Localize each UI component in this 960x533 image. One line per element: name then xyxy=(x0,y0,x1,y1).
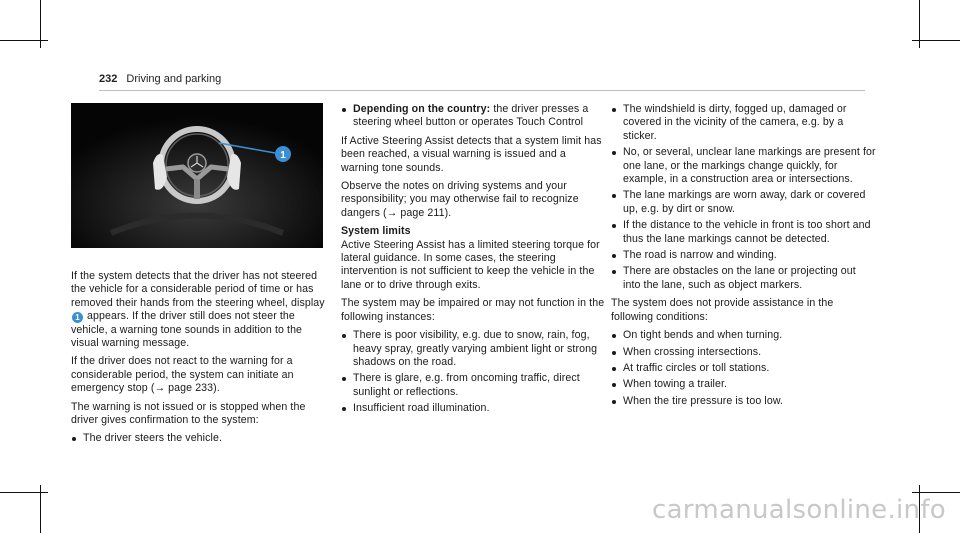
callout-number: 1 xyxy=(280,150,286,161)
bullet-list xyxy=(611,329,876,408)
list-item-text: If the distance to the vehicle in front is too short and thus the lane markings cannot be detected. xyxy=(623,219,871,245)
paragraph: Active Steering Assist has a limited steering torque for lateral guidance. In some cases, the steering intervention is not sufficient to keep the vehicle in the lane or to drive through exits. xyxy=(341,238,600,291)
list-item-text: The road is narrow and winding. xyxy=(623,249,777,262)
page-number: 232 xyxy=(99,73,118,85)
header-divider xyxy=(99,90,865,91)
text-column-3 xyxy=(611,103,876,413)
list-item xyxy=(611,265,876,292)
list-item-text: The windshield is dirty, fogged up, damaged or covered in the vicinity of the camera, e.g. by a sticker. xyxy=(623,103,847,142)
crop-mark xyxy=(0,40,48,41)
section-title: Driving and parking xyxy=(126,73,222,85)
list-item-text: The driver steers the vehicle. xyxy=(83,432,223,445)
bullet-icon xyxy=(612,151,616,155)
paragraph: The warning is not issued or is stopped when the driver gives confirmation to the system: xyxy=(71,400,306,427)
list-item xyxy=(341,372,606,399)
list-item xyxy=(611,189,876,216)
list-item xyxy=(611,395,876,408)
paragraph-text: If the system detects that the driver has not steered the vehicle for a considerable period of time or has removed their hands from the steering wheel, display xyxy=(71,270,325,309)
bullet-icon xyxy=(612,224,616,228)
list-item xyxy=(611,378,876,391)
bullet-list xyxy=(341,329,606,415)
paragraph: Observe the notes on driving systems and your responsibility; you may otherwise fail to recognize dangers (→ page 211). xyxy=(341,180,579,219)
steering-wheel-icon xyxy=(71,103,323,248)
bullet-icon xyxy=(612,351,616,355)
list-item-text: There is glare, e.g. from oncoming traffic, direct sunlight or reflections. xyxy=(353,372,580,398)
list-item-text: There are obstacles on the lane or projecting out into the lane, such as object markers. xyxy=(623,265,856,291)
list-item-text: the driver presses a steering wheel button or operates Touch Control xyxy=(353,103,589,129)
crop-mark xyxy=(912,40,960,41)
text-column-2 xyxy=(341,103,606,421)
paragraph: If the driver does not react to the warning for a considerable period, the system can initiate an emergency stop (→ page 233). xyxy=(71,355,294,395)
bullet-icon xyxy=(612,194,616,198)
bullet-icon xyxy=(612,270,616,274)
list-item xyxy=(611,362,876,375)
paragraph xyxy=(71,270,326,350)
list-item-text: On tight bends and when turning. xyxy=(623,329,783,342)
list-item-text: When crossing intersections. xyxy=(623,345,762,358)
list-item xyxy=(341,103,606,130)
list-item xyxy=(611,329,876,342)
text-column-1 xyxy=(71,270,326,451)
paragraph: The system does not provide assistance in the following conditions: xyxy=(611,297,834,323)
paragraph: If Active Steering Assist detects that a system limit has been reached, a visual warning is issued and a warning tone sounds. xyxy=(341,134,602,174)
list-item xyxy=(611,219,876,246)
section-heading: System limits xyxy=(341,225,411,238)
bullet-list xyxy=(71,432,326,445)
bullet-icon xyxy=(612,367,616,371)
list-item xyxy=(611,346,876,359)
page-header xyxy=(99,73,221,85)
list-item xyxy=(341,402,606,415)
list-item xyxy=(611,249,876,262)
bullet-icon xyxy=(342,334,346,338)
list-item-text: No, or several, unclear lane markings are present for one lane, or the markings change quickly, for example, in a construction area or intersections. xyxy=(623,146,876,186)
paragraph: The system may be impaired or may not function in the following instances: xyxy=(341,297,605,323)
bullet-icon xyxy=(72,437,76,441)
bullet-list xyxy=(341,103,606,130)
steering-wheel-illustration xyxy=(71,103,323,248)
bullet-icon xyxy=(612,254,616,258)
bullet-icon xyxy=(342,377,346,381)
bullet-icon xyxy=(612,383,616,387)
list-item-text: When the tire pressure is too low. xyxy=(623,394,784,407)
bullet-icon xyxy=(612,108,616,112)
list-item xyxy=(611,146,876,186)
watermark: carmanualsonline.info xyxy=(651,495,946,525)
bullet-lead-text: Depending on the country: xyxy=(353,103,491,115)
list-item xyxy=(71,432,326,445)
list-item-text: Insufficient road illumination. xyxy=(353,402,490,415)
bullet-icon xyxy=(342,108,346,112)
list-item-text: When towing a trailer. xyxy=(623,378,728,391)
bullet-list xyxy=(611,103,876,292)
list-item xyxy=(341,329,606,369)
crop-mark xyxy=(912,492,960,493)
bullet-icon xyxy=(612,334,616,338)
bullet-icon xyxy=(342,407,346,411)
list-item xyxy=(611,103,876,143)
callout-badge: 1 xyxy=(72,312,83,323)
list-item-text: There is poor visibility, e.g. due to snow, rain, fog, heavy spray, greatly varying ambient light or strong shadows on the road. xyxy=(353,329,598,368)
bullet-icon xyxy=(612,400,616,404)
crop-mark xyxy=(0,492,48,493)
paragraph-text: appears. If the driver still does not steer the vehicle, a warning tone sounds in addition to the visual warning message. xyxy=(71,310,303,350)
list-item-text: The lane markings are worn away, dark or covered up, e.g. by dirt or snow. xyxy=(623,189,866,215)
list-item-text: At traffic circles or toll stations. xyxy=(623,361,770,374)
